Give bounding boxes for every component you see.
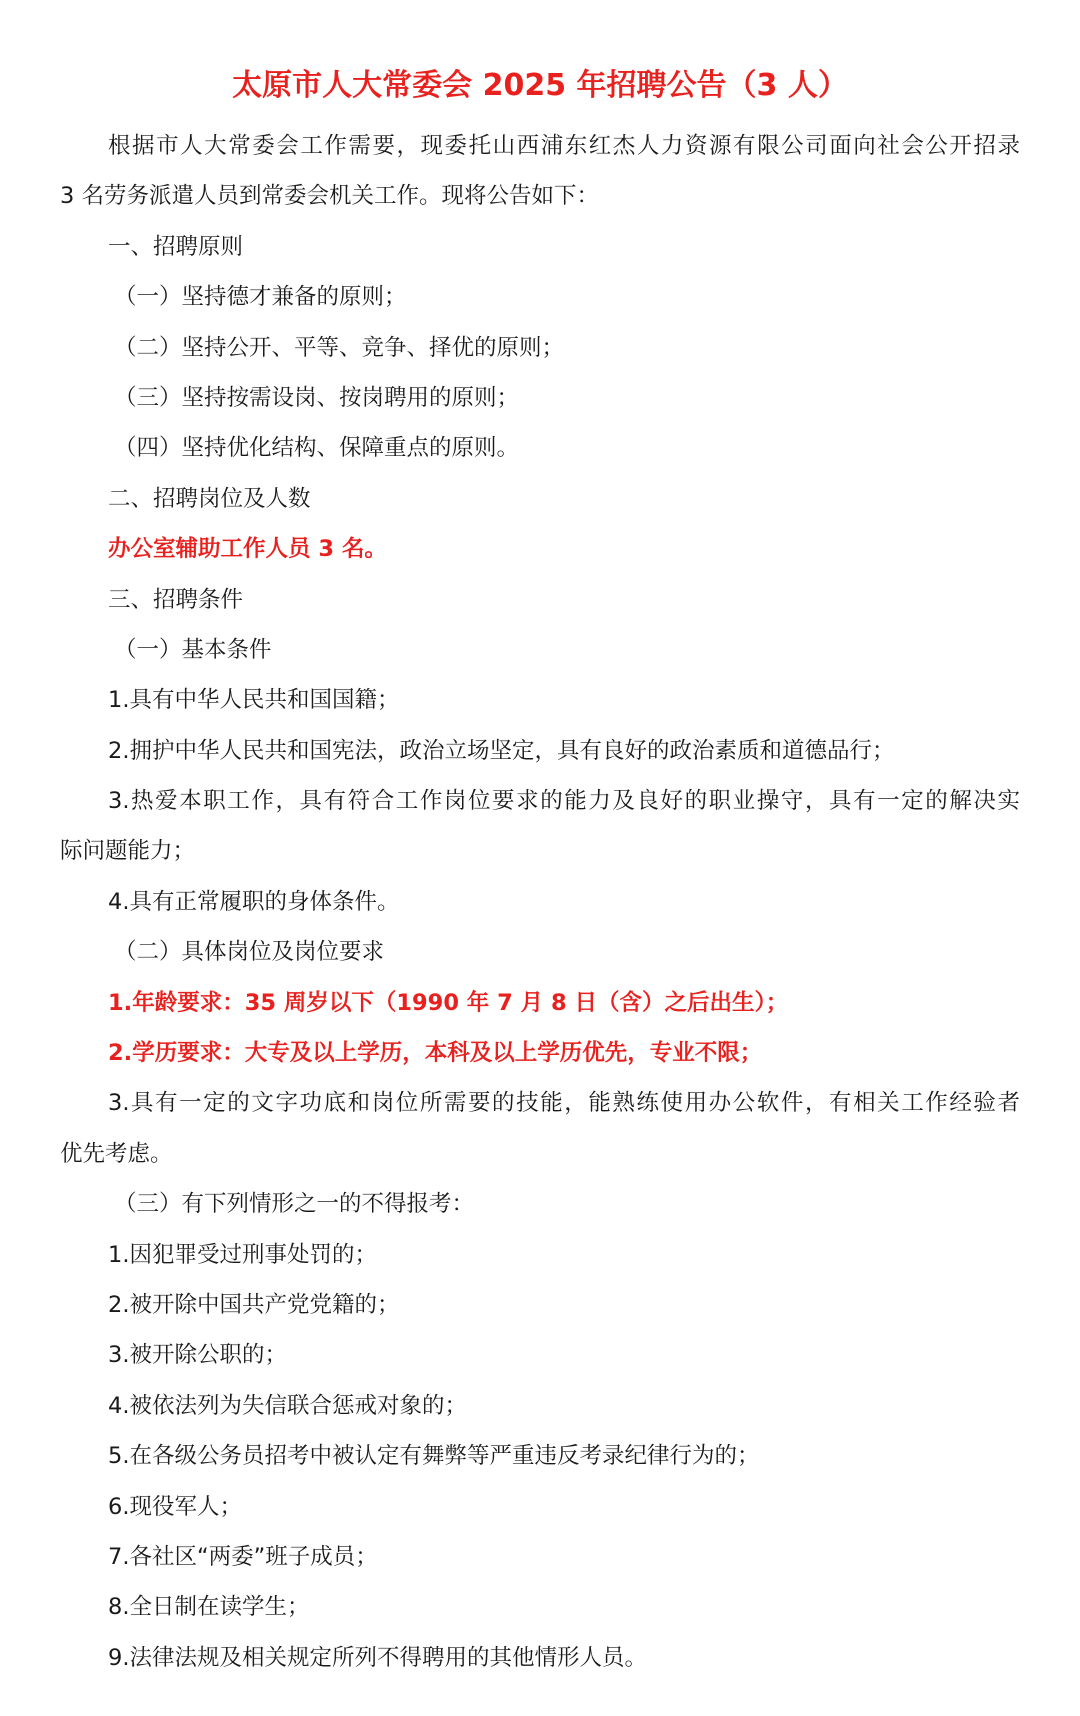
skills-requirement-continued: 优先考虑。 xyxy=(60,1140,173,1167)
position-count-highlight: 办公室辅助工作人员 3 名。 xyxy=(108,536,387,563)
subsection-heading-specific: （二）具体岗位及岗位要求 xyxy=(114,939,385,966)
section-heading-principles: 一、招聘原则 xyxy=(108,233,244,260)
age-requirement-highlight: 1.年龄要求：35 周岁以下（1990 年 7 月 8 日（含）之后出生）； xyxy=(108,989,789,1016)
excluded-item: 8.全日制在读学生； xyxy=(108,1594,310,1621)
principle-item: （二）坚持公开、平等、竞争、择优的原则； xyxy=(114,334,565,361)
excluded-item: 4.被依法列为失信联合惩戒对象的； xyxy=(108,1392,467,1419)
education-requirement-highlight: 2.学历要求：大专及以上学历，本科及以上学历优先，专业不限； xyxy=(108,1040,763,1067)
subsection-heading-basic: （一）基本条件 xyxy=(114,636,272,663)
excluded-item: 9.法律法规及相关规定所列不得聘用的其他情形人员。 xyxy=(108,1644,647,1671)
basic-condition-item: 2.拥护中华人民共和国宪法，政治立场坚定，具有良好的政治素质和道德品行； xyxy=(108,737,895,764)
excluded-item: 6.现役军人； xyxy=(108,1493,242,1520)
section-heading-conditions: 三、招聘条件 xyxy=(108,586,244,613)
principle-item: （四）坚持优化结构、保障重点的原则。 xyxy=(114,435,520,462)
principle-item: （三）坚持按需设岗、按岗聘用的原则； xyxy=(114,384,520,411)
page-title: 太原市人大常委会 2025 年招聘公告（3 人） xyxy=(232,68,848,103)
basic-condition-item: 1.具有中华人民共和国国籍； xyxy=(108,687,400,714)
principle-item: （一）坚持德才兼备的原则； xyxy=(114,284,407,311)
intro-line-1: 根据市人大常委会工作需要，现委托山西浦东红杰人力资源有限公司面向社会公开招录 xyxy=(108,133,1020,159)
excluded-item: 1.因犯罪受过刑事处罚的； xyxy=(108,1241,377,1268)
subsection-heading-excluded: （三）有下列情形之一的不得报考： xyxy=(114,1191,475,1218)
intro-line-2: 3 名劳务派遣人员到常委会机关工作。现将公告如下： xyxy=(60,183,599,210)
section-heading-positions: 二、招聘岗位及人数 xyxy=(108,485,311,512)
excluded-item: 7.各社区“两委”班子成员； xyxy=(108,1543,378,1570)
excluded-item: 2.被开除中国共产党党籍的； xyxy=(108,1291,400,1318)
basic-condition-item-continued: 际问题能力； xyxy=(60,838,196,865)
basic-condition-item: 4.具有正常履职的身体条件。 xyxy=(108,888,400,915)
basic-condition-item: 3.热爱本职工作，具有符合工作岗位要求的能力及良好的职业操守，具有一定的解决实 xyxy=(108,788,1020,815)
excluded-item: 5.在各级公务员招考中被认定有舞弊等严重违反考录纪律行为的； xyxy=(108,1443,760,1470)
excluded-item: 3.被开除公职的； xyxy=(108,1342,287,1369)
skills-requirement: 3.具有一定的文字功底和岗位所需要的技能，能熟练使用办公软件，有相关工作经验者 xyxy=(108,1090,1020,1117)
document-body xyxy=(60,121,1020,1683)
